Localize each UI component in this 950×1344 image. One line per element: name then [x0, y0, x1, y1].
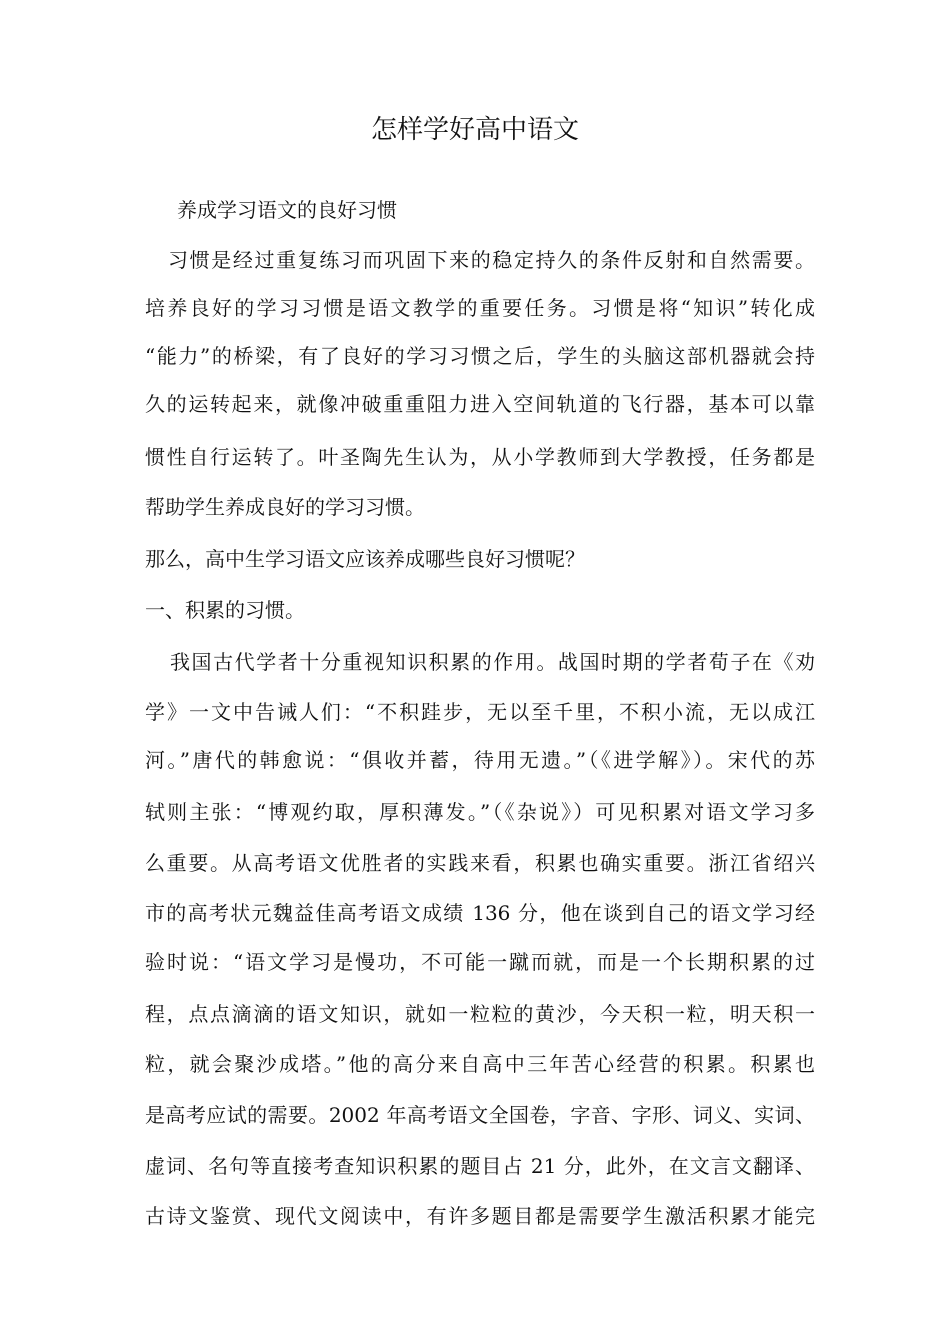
document-title: 怎样学好高中语文	[370, 115, 579, 145]
paragraph-line: 市的高考状元魏益佳高考语文成绩 136 分，他在谈到自己的语文学习经	[145, 901, 815, 925]
paragraph-line: 河。”唐代的韩愈说：“俱收并蓄，待用无遗。”（《进学解》）。宋代的苏	[145, 748, 815, 772]
paragraph-line: 么重要。从高考语文优胜者的实践来看，积累也确实重要。浙江省绍兴	[145, 851, 815, 875]
paragraph-line: 惯性自行运转了。叶圣陶先生认为，从小学教师到大学教授，任务都是	[145, 445, 815, 469]
paragraph-line: 习惯是经过重复练习而巩固下来的稳定持久的条件反射和自然需要。	[168, 248, 815, 272]
paragraph-line: 学》一文中告诫人们：“不积跬步，无以至千里，不积小流，无以成江	[145, 700, 815, 724]
section-heading: 养成学习语文的良好习惯	[177, 198, 397, 222]
paragraph-line: 验时说：“语文学习是慢功，不可能一蹴而就，而是一个长期积累的过	[145, 950, 815, 974]
paragraph-line: 虚词、名句等直接考查知识积累的题目占 21 分，此外，在文言文翻译、	[145, 1154, 815, 1178]
paragraph-line: 久的运转起来，就像冲破重重阻力进入空间轨道的飞行器，基本可以靠	[145, 392, 815, 416]
paragraph-line: 培养良好的学习习惯是语文教学的重要任务。习惯是将“知识”转化成	[145, 296, 815, 320]
question-line: 那么，高中生学习语文应该养成哪些良好习惯呢？	[145, 547, 585, 571]
paragraph-line: 我国古代学者十分重视知识积累的作用。战国时期的学者荀子在《劝	[170, 650, 815, 674]
paragraph-line: 帮助学生养成良好的学习习惯。	[145, 495, 425, 519]
paragraph-line: “能力”的桥梁，有了良好的学习习惯之后，学生的头脑这部机器就会持	[145, 344, 815, 368]
paragraph-line: 轼则主张：“博观约取，厚积薄发。”（《杂说》）可见积累对语文学习多	[145, 800, 815, 824]
paragraph-line: 粒，就会聚沙成塔。”他的高分来自高中三年苦心经营的积累。积累也	[145, 1052, 815, 1076]
paragraph-line: 古诗文鉴赏、现代文阅读中，有许多题目都是需要学生激活积累才能完	[145, 1204, 815, 1228]
paragraph-line: 程，点点滴滴的语文知识，就如一粒粒的黄沙，今天积一粒，明天积一	[145, 1002, 815, 1026]
paragraph-line: 是高考应试的需要。2002 年高考语文全国卷，字音、字形、词义、实词、	[145, 1103, 815, 1127]
subsection-heading: 一、积累的习惯。	[145, 598, 305, 622]
